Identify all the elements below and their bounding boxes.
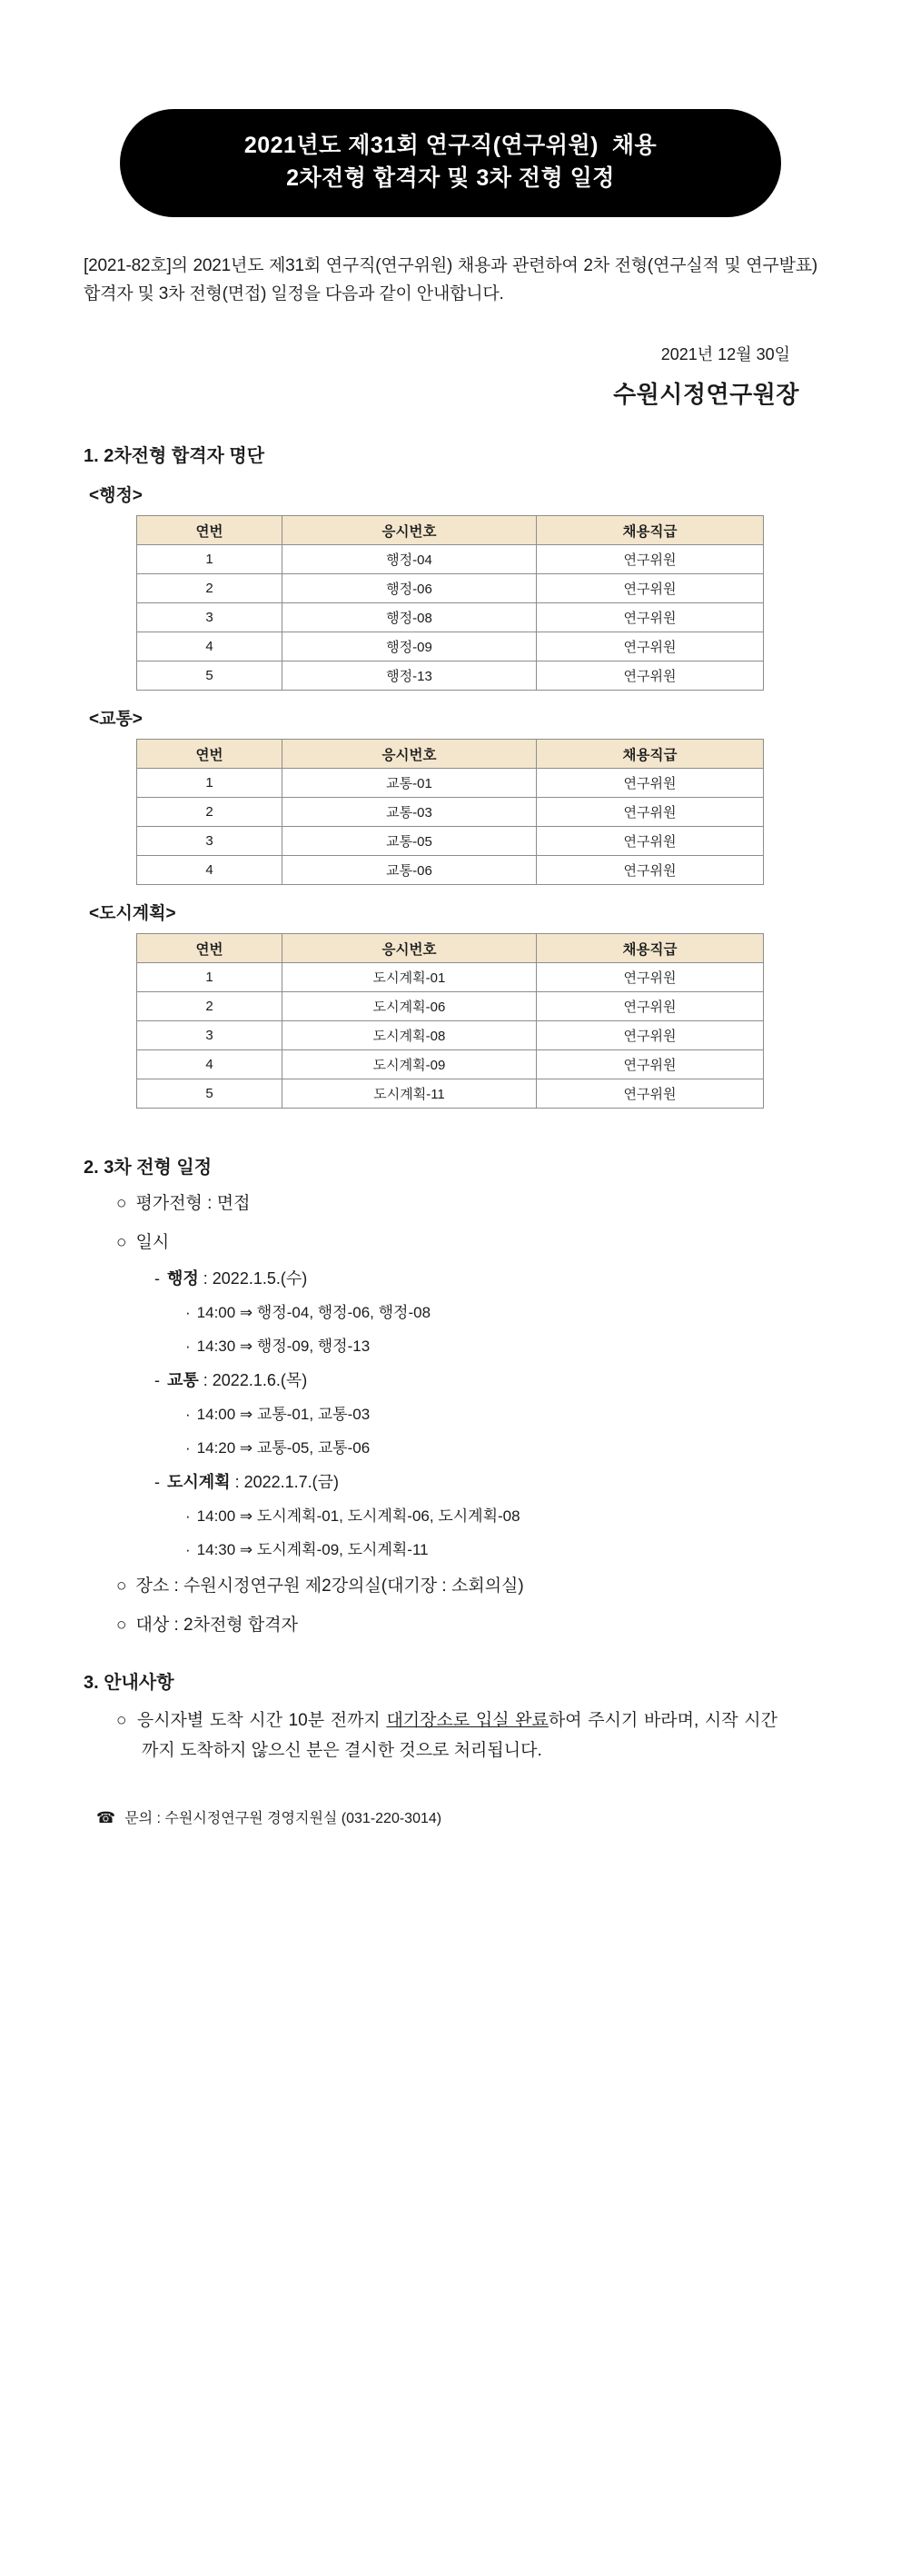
table-header-row: [137, 934, 764, 963]
col-header-position: 채용직급: [537, 740, 764, 769]
phone-icon: ☎: [96, 1808, 116, 1826]
table-row: [137, 1050, 764, 1079]
col-header-position: 채용직급: [537, 516, 764, 545]
col-header-no: 연번: [137, 934, 282, 963]
cell-position: 연구위원: [537, 1021, 764, 1050]
schedule-slot: [185, 1437, 817, 1460]
table-header-row: [137, 516, 764, 545]
schedule-slot: [185, 1505, 817, 1528]
table-dosigyehoek: [136, 933, 764, 1109]
cell-applicant-no: 행정-06: [282, 574, 537, 603]
dot-bullet-icon: ·: [185, 1304, 191, 1322]
item-evaluation-type: [116, 1191, 817, 1218]
schedule-slot: [185, 1335, 817, 1358]
schedule-group-haengjeong: [154, 1267, 817, 1291]
schedule-slot: [185, 1301, 817, 1325]
table-row: [137, 1079, 764, 1109]
dot-bullet-icon: ·: [185, 1540, 191, 1558]
cell-no: 5: [137, 661, 282, 691]
col-header-applicant-no: 응시번호: [282, 740, 537, 769]
notice-paragraph: [116, 1706, 777, 1765]
schedule-group-date: : 2022.1.5.(수): [198, 1269, 308, 1288]
cell-position: 연구위원: [537, 769, 764, 798]
table-row: [137, 603, 764, 632]
table-row: [137, 963, 764, 992]
cell-position: 연구위원: [537, 798, 764, 827]
schedule-group-name: 교통: [167, 1371, 199, 1390]
item-place-label: 장소 : 수원시정연구원 제2강의실(대기장 : 소회의실): [135, 1576, 524, 1596]
schedule-slot: [185, 1403, 817, 1427]
cell-applicant-no: 행정-08: [282, 603, 537, 632]
table-gyotong: [136, 739, 764, 885]
cell-no: 4: [137, 1050, 282, 1079]
group-label-dosigyehoek: <도시계획>: [89, 904, 176, 924]
cell-position: 연구위원: [537, 661, 764, 691]
schedule-group-name: 도시계획: [167, 1473, 231, 1492]
cell-no: 2: [137, 574, 282, 603]
cell-applicant-no: 도시계획-06: [282, 992, 537, 1021]
group-label-gyotong: <교통>: [89, 710, 143, 730]
table-haengjeong: [136, 515, 764, 691]
cell-no: 3: [137, 827, 282, 856]
notice-text-underlined: 대기장소로 입실 완료: [386, 1711, 549, 1731]
cell-no: 4: [137, 856, 282, 885]
dot-bullet-icon: ·: [185, 1337, 191, 1355]
dash-bullet-icon: -: [154, 1473, 160, 1492]
contact-text: 문의 : 수원시정연구원 경영지원실 (031-220-3014): [124, 1810, 442, 1826]
table-row: [137, 798, 764, 827]
section-3-heading: 3. 안내사항: [84, 1673, 174, 1694]
cell-position: 연구위원: [537, 545, 764, 574]
dash-bullet-icon: -: [154, 1371, 160, 1390]
title-line-1: 2021년도 제31회 연구직(연구위원) 채용: [243, 133, 658, 158]
cell-no: 2: [137, 798, 282, 827]
circle-bullet-icon: ○: [116, 1232, 127, 1252]
circle-bullet-icon: ○: [116, 1711, 128, 1731]
cell-applicant-no: 교통-01: [282, 769, 537, 798]
cell-position: 연구위원: [537, 963, 764, 992]
item-target: [116, 1613, 817, 1639]
cell-no: 3: [137, 603, 282, 632]
cell-applicant-no: 도시계획-08: [282, 1021, 537, 1050]
col-header-applicant-no: 응시번호: [282, 934, 537, 963]
circle-bullet-icon: ○: [116, 1194, 127, 1214]
cell-position: 연구위원: [537, 992, 764, 1021]
section-1-heading: 1. 2차전형 합격자 명단: [84, 446, 265, 467]
issuing-organization: 수원시정연구원장: [613, 381, 799, 409]
group-label-haengjeong: <행정>: [89, 486, 143, 506]
schedule-group-date: : 2022.1.7.(금): [230, 1473, 340, 1492]
schedule-slot: [185, 1538, 817, 1562]
cell-no: 1: [137, 963, 282, 992]
cell-position: 연구위원: [537, 632, 764, 661]
table-row: [137, 661, 764, 691]
item-datetime: [116, 1230, 817, 1257]
schedule-slot-text: 14:00 ⇒ 교통-01, 교통-03: [196, 1406, 371, 1424]
cell-no: 1: [137, 545, 282, 574]
cell-position: 연구위원: [537, 856, 764, 885]
table-row: [137, 574, 764, 603]
col-header-no: 연번: [137, 740, 282, 769]
schedule-slot-text: 14:20 ⇒ 교통-05, 교통-06: [196, 1438, 371, 1457]
cell-position: 연구위원: [537, 574, 764, 603]
issue-date: 2021년 12월 30일: [660, 345, 790, 364]
cell-position: 연구위원: [537, 603, 764, 632]
schedule-slot-text: 14:00 ⇒ 행정-04, 행정-06, 행정-08: [196, 1304, 431, 1322]
intro-paragraph: [2021-82호]의 2021년도 제31회 연구직(연구위원) 채용과 관련하여 2차 전형(연구실적 및 연구발표) 합격자 및 3차 전형(면접) 일정을 다음과 같이 안내합니다.: [84, 255, 817, 304]
schedule-group-dosigyehoek: [154, 1470, 817, 1495]
cell-applicant-no: 교통-06: [282, 856, 537, 885]
table-row: [137, 992, 764, 1021]
item-evaluation-type-label: 평가전형 : 면접: [135, 1194, 251, 1214]
table-row: [137, 827, 764, 856]
cell-applicant-no: 교통-03: [282, 798, 537, 827]
cell-position: 연구위원: [537, 1050, 764, 1079]
cell-applicant-no: 행정-04: [282, 545, 537, 574]
table-row: [137, 856, 764, 885]
col-header-position: 채용직급: [537, 934, 764, 963]
table-row: [137, 1021, 764, 1050]
cell-applicant-no: 행정-13: [282, 661, 537, 691]
cell-no: 4: [137, 632, 282, 661]
cell-position: 연구위원: [537, 1079, 764, 1109]
cell-position: 연구위원: [537, 827, 764, 856]
item-place: [116, 1574, 817, 1600]
circle-bullet-icon: ○: [116, 1576, 127, 1596]
dash-bullet-icon: -: [154, 1269, 160, 1288]
cell-applicant-no: 행정-09: [282, 632, 537, 661]
cell-no: 5: [137, 1079, 282, 1109]
dot-bullet-icon: ·: [185, 1507, 191, 1526]
cell-applicant-no: 도시계획-11: [282, 1079, 537, 1109]
section-2-heading: 2. 3차 전형 일정: [84, 1158, 213, 1179]
schedule-group-gyotong: [154, 1368, 817, 1393]
cell-applicant-no: 교통-05: [282, 827, 537, 856]
notice-text-pre: 응시자별 도착 시간 10분 전까지: [136, 1711, 387, 1731]
dot-bullet-icon: ·: [185, 1438, 191, 1457]
cell-no: 3: [137, 1021, 282, 1050]
dot-bullet-icon: ·: [185, 1406, 191, 1424]
col-header-applicant-no: 응시번호: [282, 516, 537, 545]
circle-bullet-icon: ○: [116, 1615, 127, 1635]
table-row: [137, 632, 764, 661]
title-line-2: 2차전형 합격자 및 3차 전형 일정: [286, 165, 615, 192]
table-header-row: [137, 740, 764, 769]
schedule-group-date: : 2022.1.6.(목): [198, 1371, 308, 1390]
cell-no: 1: [137, 769, 282, 798]
item-target-label: 대상 : 2차전형 합격자: [135, 1615, 298, 1635]
col-header-no: 연번: [137, 516, 282, 545]
document-content: [84, 0, 817, 1827]
cell-applicant-no: 도시계획-01: [282, 963, 537, 992]
contact-line: [96, 1806, 817, 1827]
table-row: [137, 769, 764, 798]
schedule-group-name: 행정: [167, 1269, 199, 1288]
notice-text-post: 하여 주시기 바라며, 시작 시간까지 도착하지 않으신 분은 결시한 것으로 처리됩니다.: [142, 1711, 777, 1760]
table-row: [137, 545, 764, 574]
schedule-slot-text: 14:00 ⇒ 도시계획-01, 도시계획-06, 도시계획-08: [196, 1507, 520, 1526]
schedule-slot-text: 14:30 ⇒ 행정-09, 행정-13: [196, 1337, 371, 1355]
title-banner: [120, 109, 781, 217]
item-datetime-label: 일시: [135, 1232, 170, 1252]
cell-no: 2: [137, 992, 282, 1021]
cell-applicant-no: 도시계획-09: [282, 1050, 537, 1079]
schedule-slot-text: 14:30 ⇒ 도시계획-09, 도시계획-11: [196, 1540, 429, 1558]
